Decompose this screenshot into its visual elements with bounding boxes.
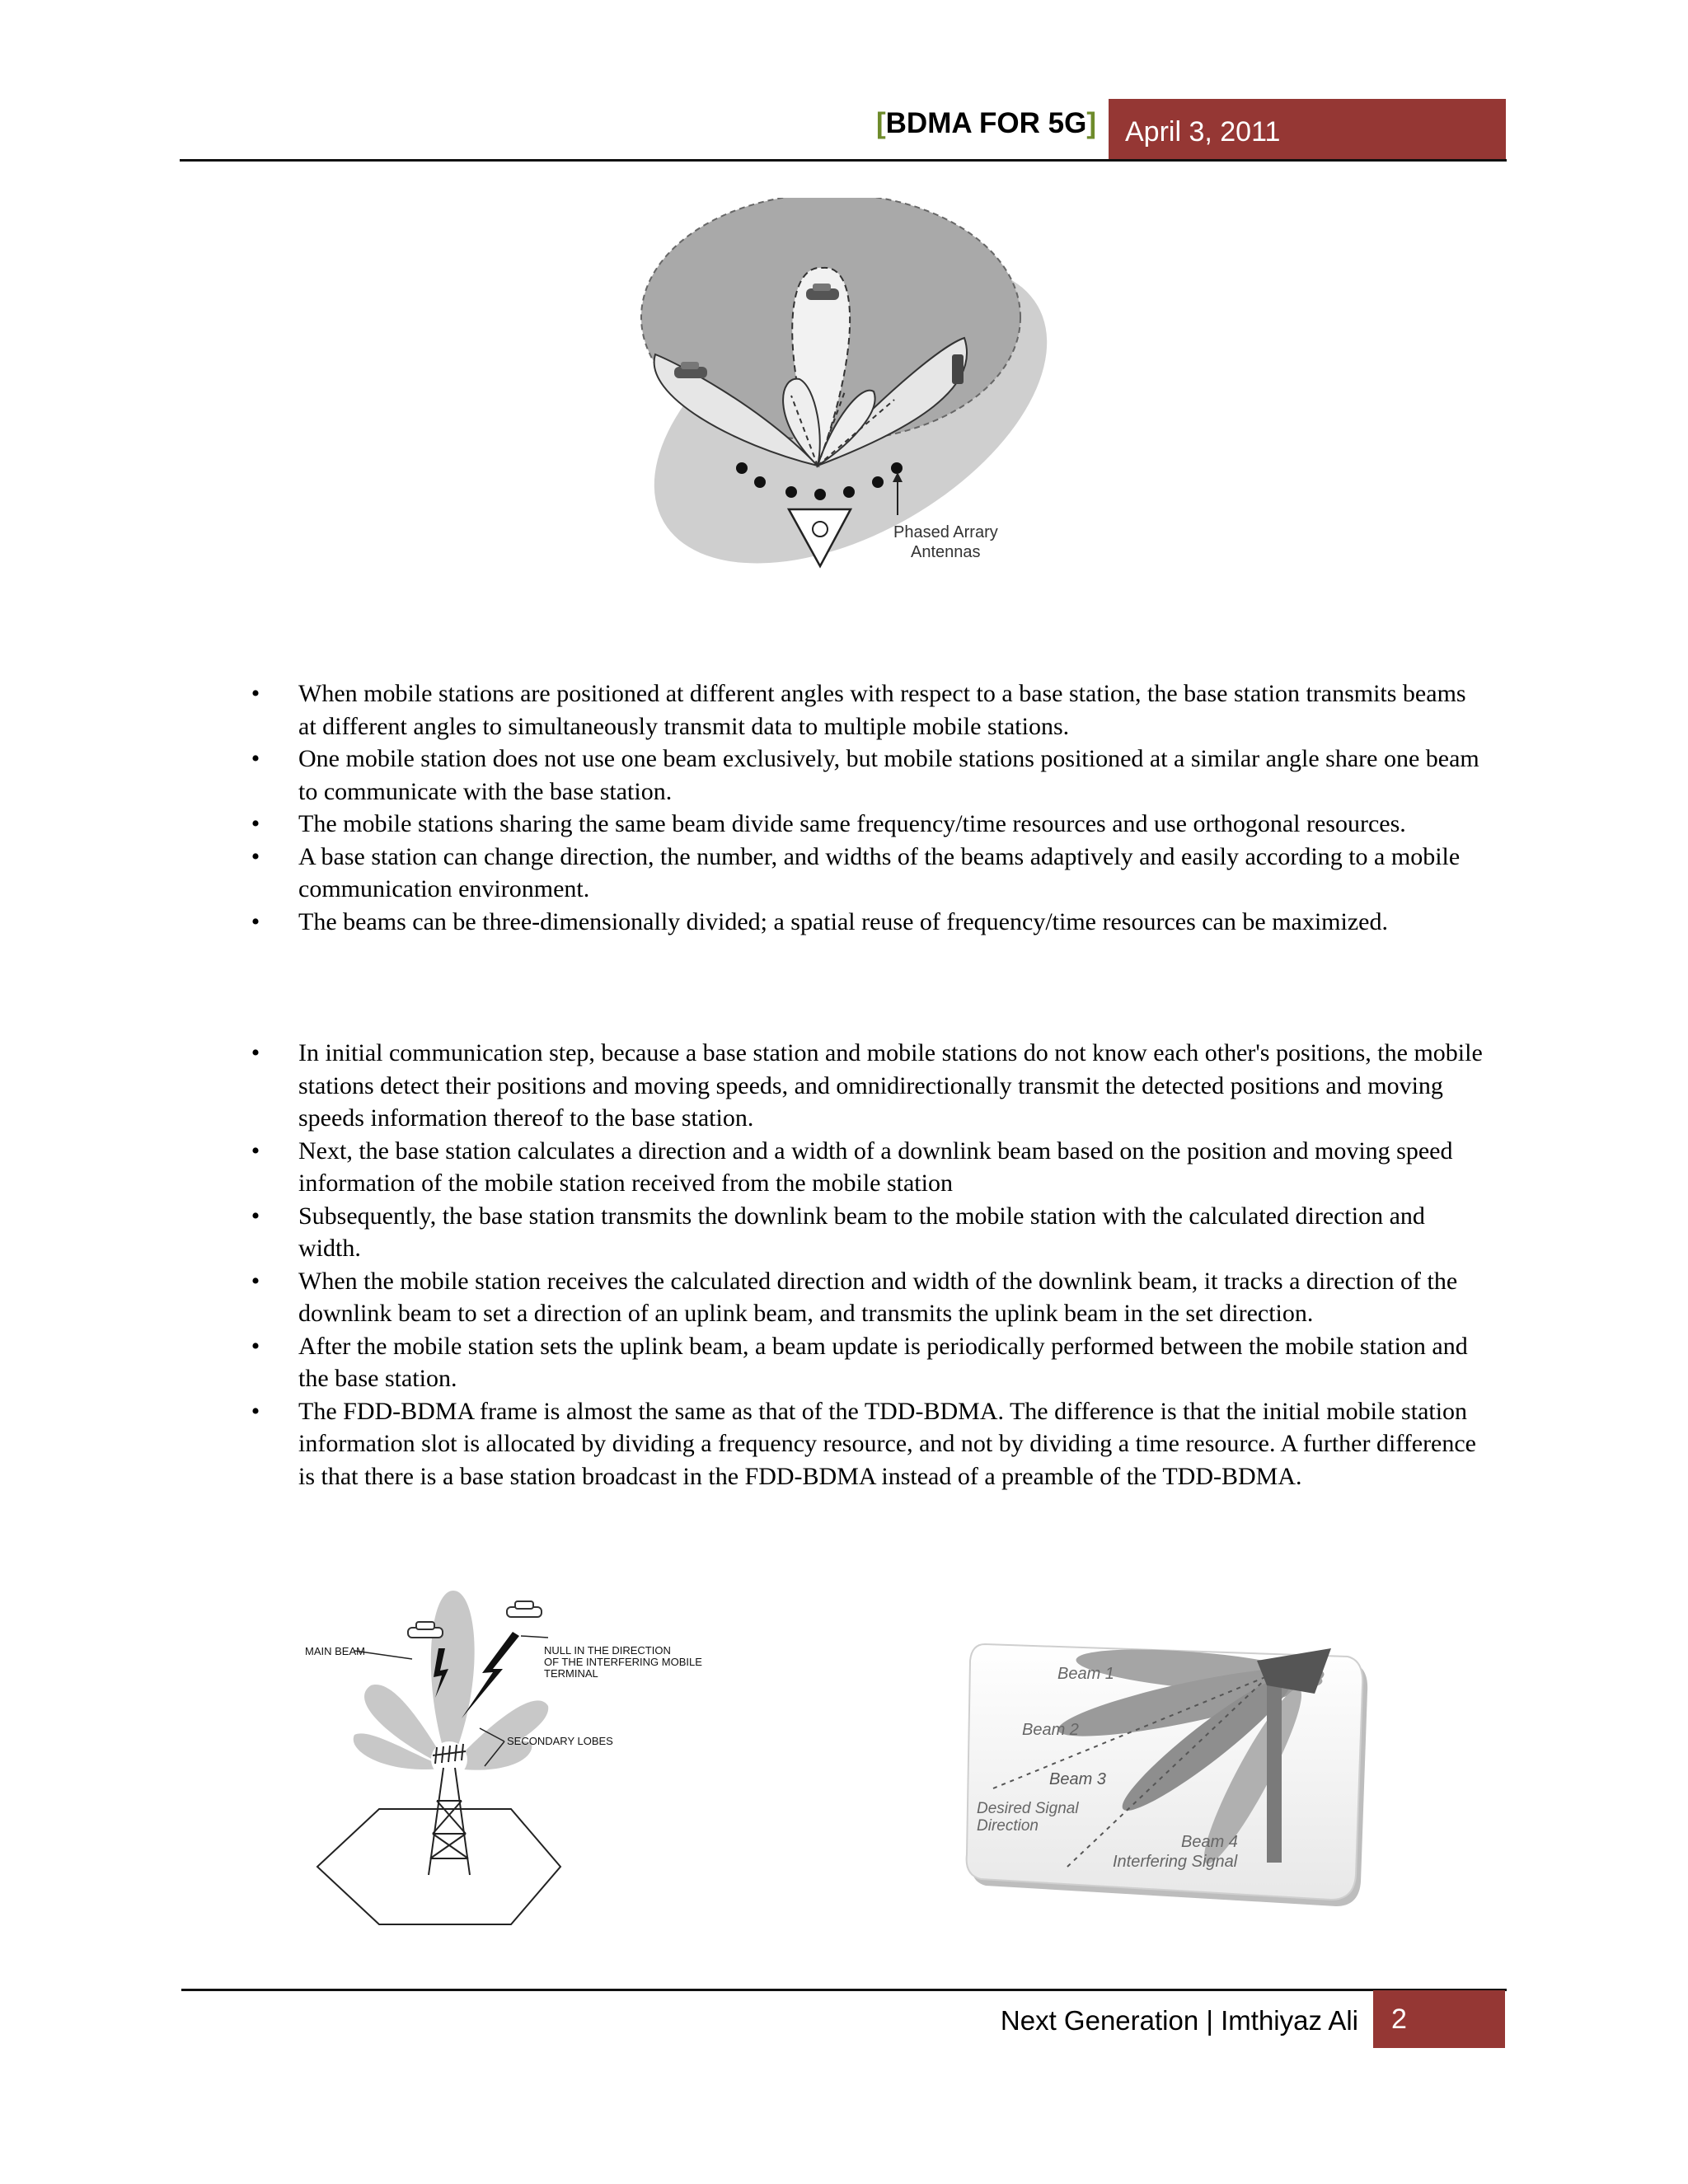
main-beam-lobe bbox=[431, 1591, 475, 1768]
label-null-3: TERMINAL bbox=[544, 1667, 598, 1680]
header-date: April 3, 2011 bbox=[1109, 99, 1506, 160]
tower-icon bbox=[1267, 1673, 1282, 1863]
label-null-2: OF THE INTERFERING MOBILE bbox=[544, 1656, 702, 1668]
footer-rule bbox=[181, 1989, 1507, 1991]
beams-interference-figure bbox=[960, 1628, 1372, 1908]
label-null-1: NULL IN THE DIRECTION bbox=[544, 1644, 671, 1657]
list-item: • A base station can change direction, the number, and widths of the beams adaptively and easily according to a mobile communication environment. bbox=[251, 842, 1461, 902]
bullet-list-beam-division bbox=[247, 677, 1484, 938]
label-beam-4: Beam 4 bbox=[1181, 1833, 1238, 1851]
label-beam-3: Beam 3 bbox=[1049, 1770, 1106, 1788]
list-item: • After the mobile station sets the uplink beam, a beam update is periodically performed between the mobile station and the base station. bbox=[251, 1332, 1468, 1392]
list-item: • Next, the base station calculates a direction and a width of a downlink beam based on the position and moving speed information of the mobile station received from the mobile station bbox=[251, 1137, 1453, 1197]
bracket-close: ] bbox=[1086, 107, 1096, 139]
tower-icon bbox=[429, 1768, 470, 1875]
label-beam-2: Beam 2 bbox=[1022, 1721, 1079, 1739]
label-desired-signal: Desired Signal bbox=[977, 1800, 1079, 1817]
list-item: • One mobile station does not use one beam exclusively, but mobile stations positioned at a similar angle share one beam to communicate with the base station. bbox=[251, 745, 1479, 805]
label-secondary-lobes: SECONDARY LOBES bbox=[507, 1735, 613, 1747]
bullet-list-communication-steps bbox=[247, 1037, 1484, 1493]
label-antennas: Antennas bbox=[911, 543, 981, 561]
list-item: • When the mobile station receives the calculated direction and width of the downlink beam, it tracks a direction of the downlink beam to set a direction of an uplink beam, and transmits the uplink beam in the set direction. bbox=[251, 1267, 1458, 1327]
header-title bbox=[824, 97, 1096, 150]
list-item: • The mobile stations sharing the same beam divide same frequency/time resources and use orthogonal resources. bbox=[251, 810, 1406, 837]
doc-title: BDMA FOR 5G bbox=[885, 107, 1087, 139]
label-interfering-signal: Interfering Signal bbox=[1113, 1853, 1238, 1871]
footer-text: Next Generation | Imthiyaz Ali bbox=[1000, 2005, 1358, 2036]
label-phased-array: Phased Arrary bbox=[893, 523, 998, 541]
label-direction: Direction bbox=[977, 1817, 1039, 1835]
list-item: • In initial communication step, because a base station and mobile stations do not know each other's positions, the mobile stations detect their positions and moving speeds, and omnidirectionally transmit the detected positions and moving speeds information thereof to the base station. bbox=[251, 1039, 1483, 1132]
page-number: 2 bbox=[1373, 1990, 1505, 2048]
phased-array-figure bbox=[626, 198, 1088, 577]
list-item: • The FDD-BDMA frame is almost the same as that of the TDD-BDMA. The difference is that the initial mobile station information slot is allocated by dividing a frequency resource, and not by dividing a time resource. A further difference is that there is a base station broadcast in the FDD-BDMA instead of a preamble of the TDD-BDMA. bbox=[251, 1397, 1476, 1490]
phone-icon bbox=[952, 354, 964, 384]
label-main-beam: MAIN BEAM bbox=[305, 1645, 365, 1657]
label-beam-1: Beam 1 bbox=[1057, 1665, 1114, 1683]
header-rule bbox=[180, 159, 1507, 162]
list-item: • Subsequently, the base station transmits the downlink beam to the mobile station with the calculated direction and width. bbox=[251, 1202, 1425, 1262]
bracket-open: [ bbox=[875, 107, 886, 139]
main-beam-figure bbox=[297, 1586, 758, 1933]
list-item: • The beams can be three-dimensionally divided; a spatial reuse of frequency/time resources can be maximized. bbox=[251, 907, 1388, 935]
list-item: • When mobile stations are positioned at different angles with respect to a base station, the base station transmits beams at different angles to simultaneously transmit data to multiple mobile stations. bbox=[251, 680, 1466, 740]
car-icon-interferer bbox=[507, 1601, 542, 1617]
